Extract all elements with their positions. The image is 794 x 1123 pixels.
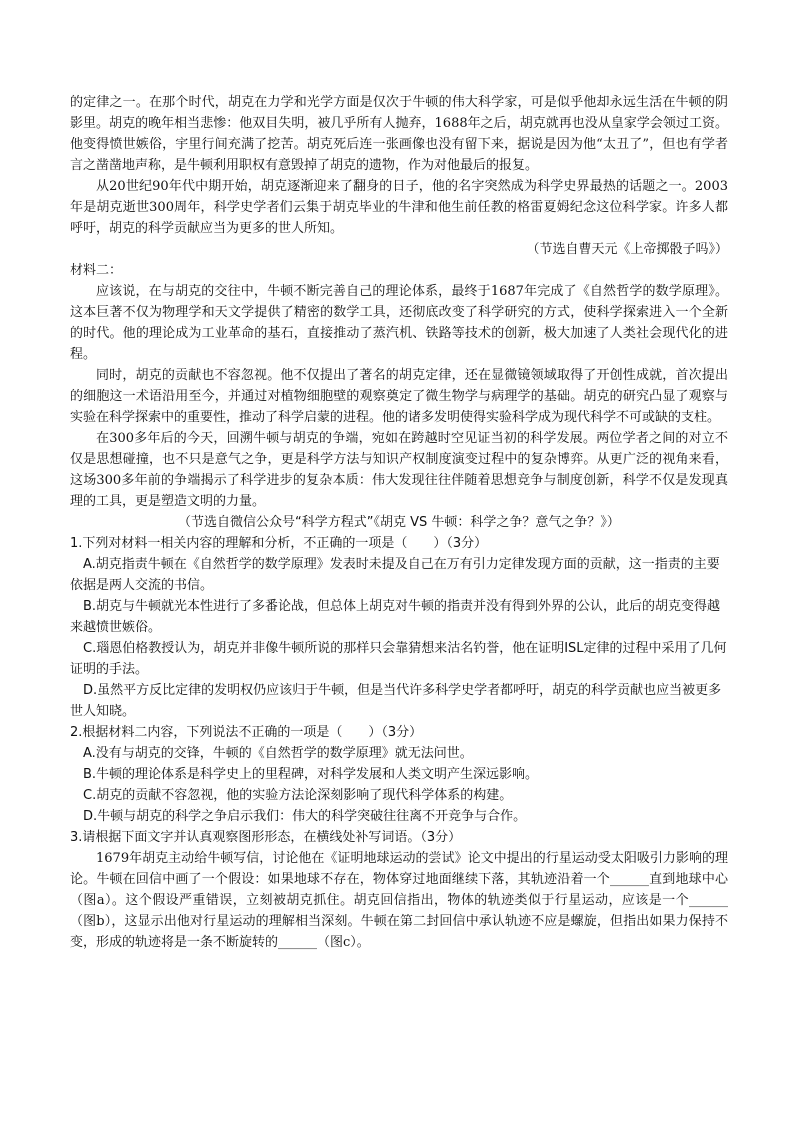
question-2-stem: 2.根据材料二内容，下列说法不正确的一项是（ ）（3分）: [70, 725, 423, 740]
question-1-option-c: C.瑙恩伯格教授认为，胡克并非像牛顿所说的那样只会靠猜想来沽名钓誉，他在证明ISL定律的过程中采用了几何证明的手法。: [70, 641, 727, 677]
material2-paragraph-1: 应该说，在与胡克的交往中，牛顿不断完善自己的理论体系，最终于1687年完成了《自然哲学的数学原理》。这本巨著不仅为物理学和天文学提供了精密的数学工具，还彻底改变了科学研究的方式，使科学探索进入一个全新的时代。他的理论成为工业革命的基石，直接推动了蒸汽机、铁路等技术的创新，极大加速了人类社会现代化的进程。: [70, 284, 728, 362]
question-3: [70, 827, 728, 953]
question-2-option-d: D.牛顿与胡克的科学之争启示我们：伟大的科学突破往往离不开竞争与合作。: [83, 809, 527, 824]
question-1-option-b: B.胡克与牛顿就光本性进行了多番论战，但总体上胡克对牛顿的指责并没有得到外界的公认，此后的胡克变得越来越愤世嫉俗。: [70, 599, 721, 635]
question-2-option-a: A.没有与胡克的交锋，牛顿的《自然哲学的数学原理》就无法问世。: [83, 746, 473, 761]
question-1: [70, 533, 728, 722]
material2-paragraph-3: 在300多年后的今天，回溯牛顿与胡克的争端，宛如在跨越时空见证当初的科学发展。两位学者之间的对立不仅是思想碰撞，也不只是意气之争，更是科学方法与知识产权制度演变过程中的复杂博弈。从更广泛的视角来看，这场300多年前的争端揭示了科学进步的复杂本质：伟大发现往往伴随着思想竞争与制度创新，科学不仅是发现真理的工具，更是塑造文明的力量。: [70, 431, 728, 509]
question-3-stem: 3.请根据下面文字并认真观察图形形态，在横线处补写词语。（3分）: [70, 830, 462, 845]
document-page: [70, 92, 728, 953]
material2-paragraph-2: 同时，胡克的贡献也不容忽视。他不仅提出了著名的胡克定律，还在显微镜领域取得了开创性成就，首次提出的细胞这一术语沿用至今，并通过对植物细胞壁的观察奠定了微生物学与病理学的基础。胡克的研究凸显了观察与实验在科学探索中的重要性，推动了科学启蒙的进程。他的诸多发明使得实验科学成为现代科学不可或缺的支柱。: [70, 368, 728, 425]
question-3-body: 1679年胡克主动给牛顿写信，讨论他在《证明地球运动的尝试》论文中提出的行星运动受太阳吸引力影响的理论。牛顿在回信中画了一个假设：如果地球不存在，物体穿过地面继续下落，其轨迹沿着一个______直到地球中心（图a）。这个假设严重错误，立刻被胡克抓住。胡克回信指出，物体的轨迹类似于行星运动，应该是一个______（图b），这显示出他对行星运动的理解相当深刻。牛顿在第二封回信中承认轨迹不应是螺旋，但指出如果力保持不变，形成的轨迹将是一条不断旋转的______（图c）。: [70, 851, 728, 950]
question-2-option-c: C.胡克的贡献不容忽视，他的实验方法论深刻影响了现代科学体系的构建。: [83, 788, 513, 803]
question-1-option-a: A.胡克指责牛顿在《自然哲学的数学原理》发表时未提及自己在万有引力定律发现方面的贡献，这一指责的主要依据是两人交流的书信。: [70, 557, 720, 593]
material2-label: 材料二：: [70, 263, 123, 278]
material1-paragraph-2: 从20世纪90年代中期开始，胡克逐渐迎来了翻身的日子，他的名字突然成为科学史界最热的话题之一。2003年是胡克逝世300周年，科学史学者们云集于胡克毕业的牛津和他生前任教的格雷夏姆纪念这位科学家。许多人都呼吁，胡克的科学贡献应当为更多的世人所知。: [70, 179, 728, 236]
question-2: [70, 722, 728, 827]
material1-paragraph-1: 的定律之一。在那个时代，胡克在力学和光学方面是仅次于牛顿的伟大科学家，可是似乎他却永远生活在牛顿的阴影里。胡克的晚年相当悲惨：他双目失明，被几乎所有人抛弃，1688年之后，胡克就再也没从皇家学会领过工资。他变得愤世嫉俗，宇里行间充满了挖苦。胡克死后连一张画像也没有留下来，据说是因为他“太丑了”，但也有学者言之凿凿地声称，是牛顿利用职权有意毁掉了胡克的遗物，作为对他最后的报复。: [70, 95, 728, 173]
question-1-stem: 1.下列对材料一相关内容的理解和分析，不正确的一项是（ ）（3分）: [70, 536, 488, 551]
material2-source: （节选自微信公众号“科学方程式”《胡克 VS 牛顿：科学之争？意气之争？》）: [178, 515, 620, 530]
material1-source: （节选自曹天元《上帝掷骰子吗》）: [526, 242, 728, 257]
question-1-option-d: D.虽然平方反比定律的发明权仍应该归于牛顿，但是当代许多科学史学者都呼吁，胡克的科学贡献也应当被更多世人知晓。: [70, 683, 722, 719]
question-2-option-b: B.牛顿的理论体系是科学史上的里程碑，对科学发展和人类文明产生深远影响。: [83, 767, 539, 782]
